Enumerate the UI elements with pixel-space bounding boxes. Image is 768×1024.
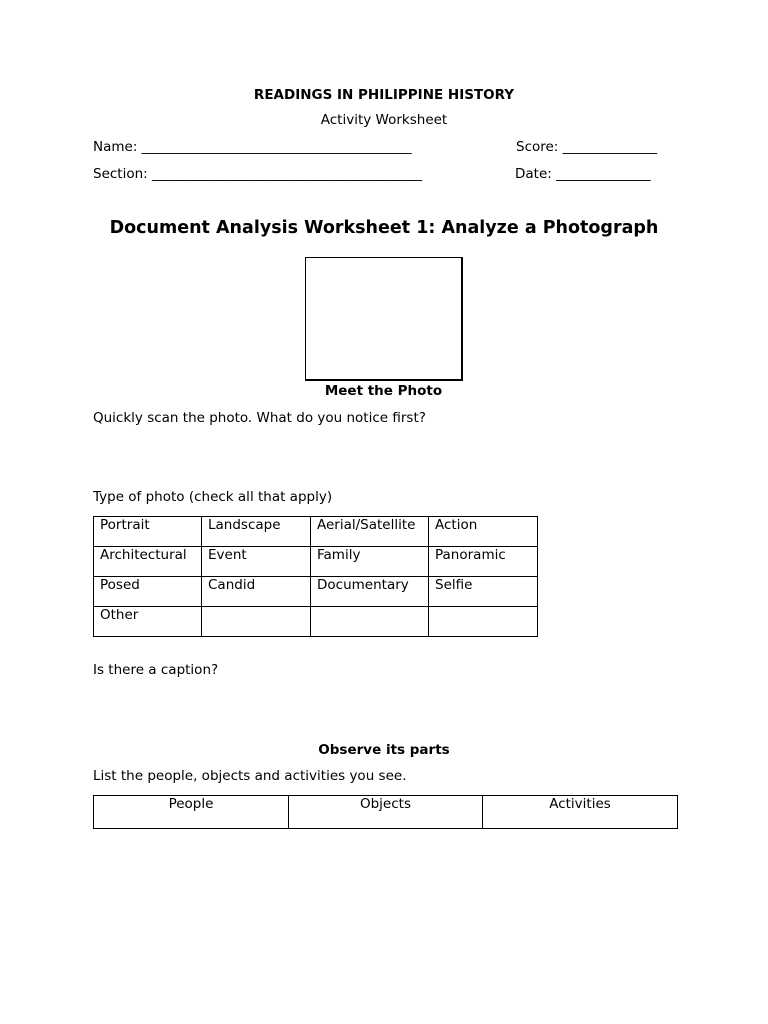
photo-type-family[interactable]: Family	[311, 547, 429, 577]
table-row	[94, 607, 538, 637]
course-title: READINGS IN PHILIPPINE HISTORY	[253, 87, 515, 103]
table-row	[94, 547, 538, 577]
table-cell-empty	[429, 607, 538, 637]
table-row	[94, 577, 538, 607]
table-cell-empty	[202, 607, 311, 637]
photo-type-table	[93, 516, 538, 637]
photo-placeholder-box	[305, 257, 463, 381]
photo-type-panoramic[interactable]: Panoramic	[429, 547, 538, 577]
table-cell-empty	[311, 607, 429, 637]
worksheet-subtitle: Activity Worksheet	[320, 112, 448, 128]
section-field[interactable]: Section: ________________________________________	[93, 166, 422, 182]
photo-type-documentary[interactable]: Documentary	[311, 577, 429, 607]
photo-type-posed[interactable]: Posed	[94, 577, 202, 607]
meet-the-photo-heading: Meet the Photo	[324, 383, 443, 399]
worksheet-title: Document Analysis Worksheet 1: Analyze a Photograph	[109, 218, 659, 238]
observation-table	[93, 795, 678, 829]
photo-type-candid[interactable]: Candid	[202, 577, 311, 607]
column-header-people: People	[94, 796, 289, 829]
list-items-prompt: List the people, objects and activities you see.	[93, 768, 407, 784]
caption-prompt: Is there a caption?	[93, 662, 219, 678]
first-notice-prompt: Quickly scan the photo. What do you notice first?	[93, 410, 426, 426]
photo-type-portrait[interactable]: Portrait	[94, 517, 202, 547]
photo-type-architectural[interactable]: Architectural	[94, 547, 202, 577]
photo-type-prompt: Type of photo (check all that apply)	[93, 489, 333, 505]
column-header-objects: Objects	[289, 796, 483, 829]
photo-type-action[interactable]: Action	[429, 517, 538, 547]
observe-parts-heading: Observe its parts	[318, 742, 450, 758]
table-row	[94, 517, 538, 547]
date-field[interactable]: Date: ______________	[515, 166, 651, 182]
table-row	[94, 796, 678, 829]
photo-type-event[interactable]: Event	[202, 547, 311, 577]
photo-type-aerial-satellite[interactable]: Aerial/Satellite	[311, 517, 429, 547]
photo-type-other[interactable]: Other	[94, 607, 202, 637]
score-field[interactable]: Score: ______________	[516, 139, 658, 155]
column-header-activities: Activities	[483, 796, 678, 829]
photo-type-selfie[interactable]: Selfie	[429, 577, 538, 607]
name-field[interactable]: Name: ________________________________________	[93, 139, 412, 155]
photo-type-landscape[interactable]: Landscape	[202, 517, 311, 547]
